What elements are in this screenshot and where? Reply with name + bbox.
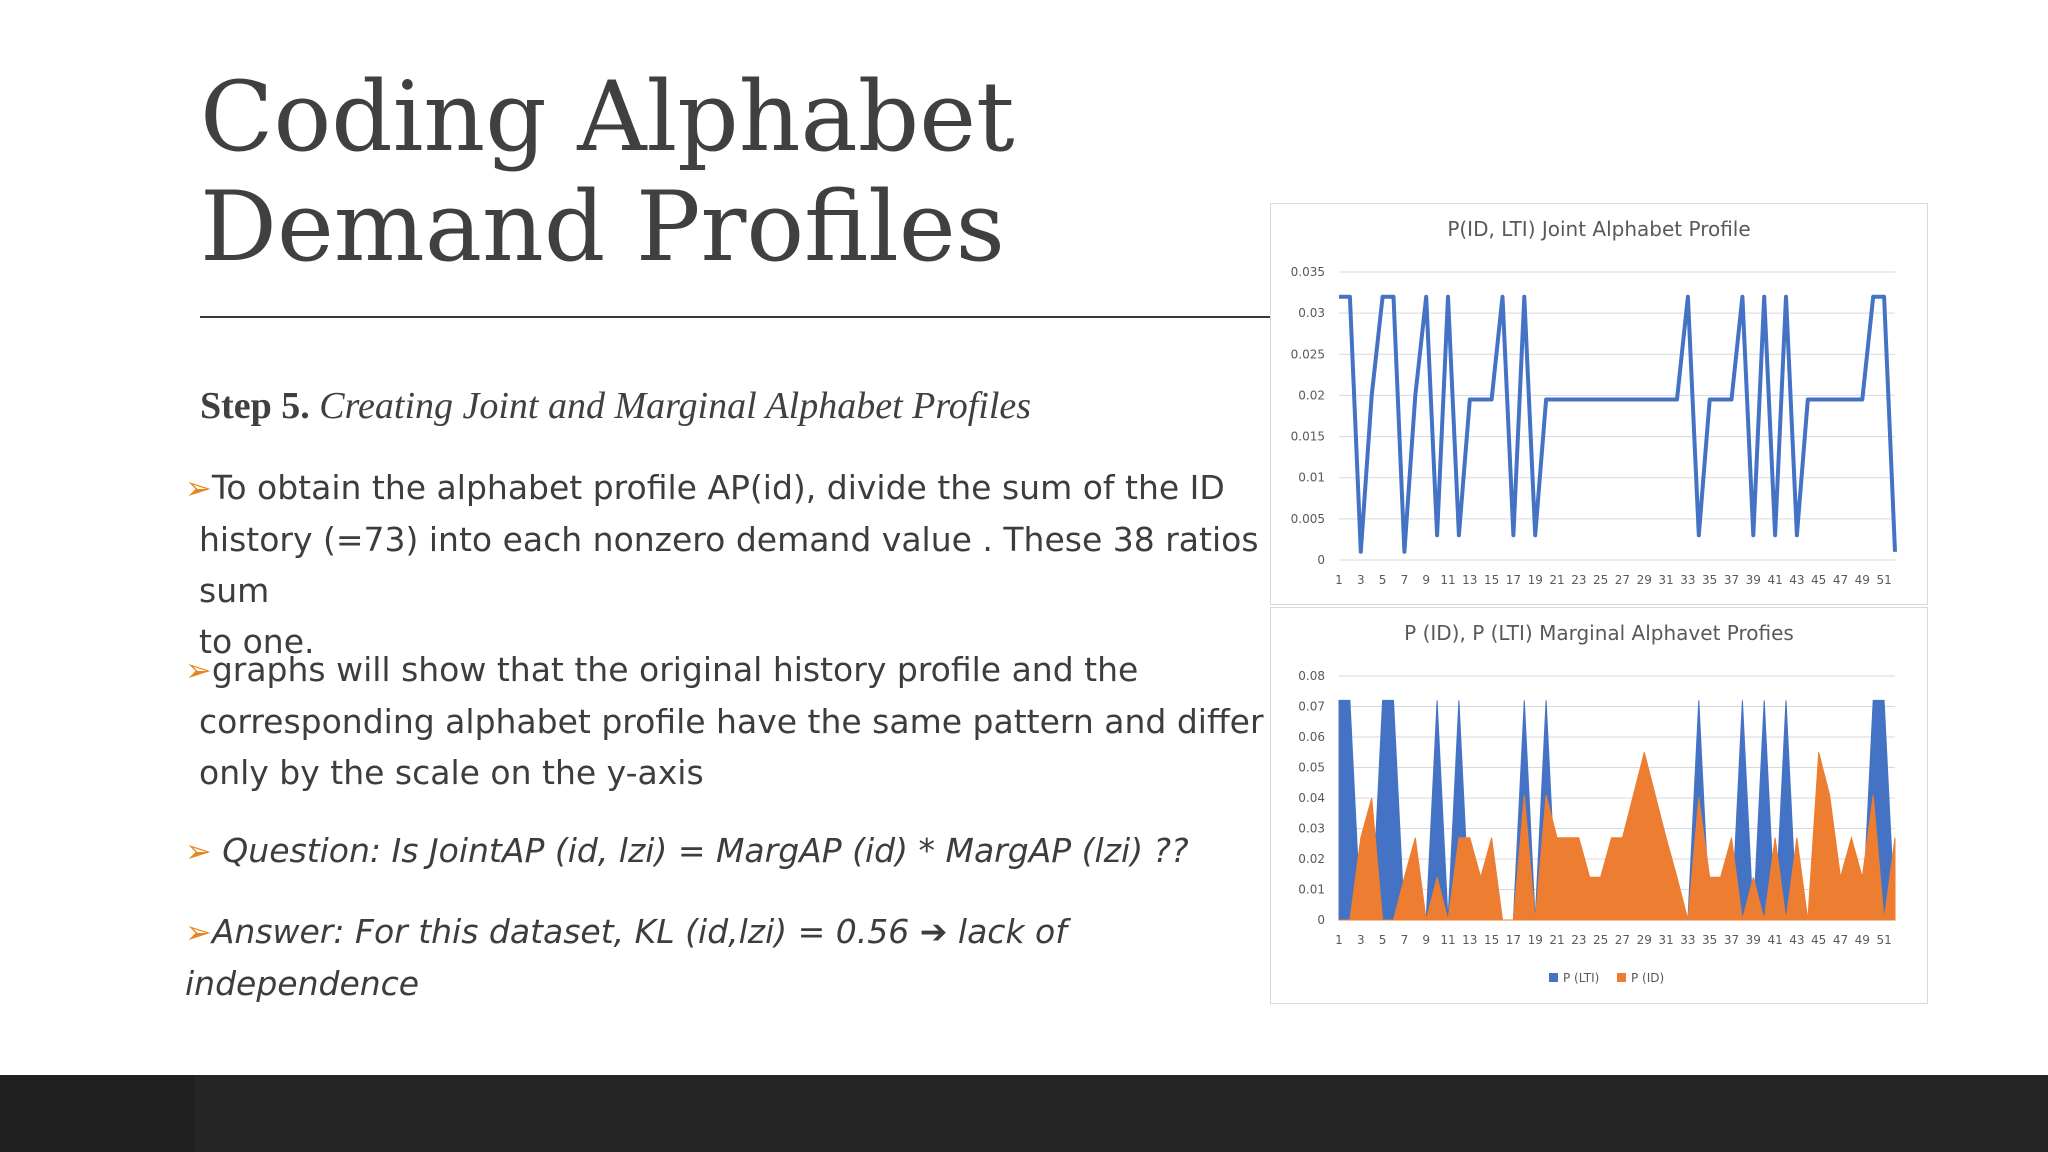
step-heading — [200, 384, 1031, 428]
y-tick-label: 0.01 — [1298, 882, 1325, 897]
x-tick-label: 5 — [1378, 573, 1387, 587]
bullet-2-line-3: only by the scale on the y-axis — [199, 753, 704, 792]
x-tick-label: 19 — [1527, 933, 1543, 947]
y-tick-label: 0 — [1317, 553, 1325, 567]
x-tick-label: 49 — [1854, 573, 1870, 587]
y-tick-label: 0.02 — [1298, 852, 1325, 866]
series-area-id — [1339, 752, 1895, 920]
x-tick-label: 45 — [1811, 933, 1827, 947]
x-tick-label: 49 — [1854, 933, 1870, 947]
y-tick-label: 0 — [1317, 913, 1325, 927]
y-tick-label: 0.07 — [1298, 699, 1325, 714]
x-tick-label: 1 — [1335, 573, 1343, 587]
x-tick-label: 23 — [1571, 933, 1587, 947]
y-tick-label: 0.05 — [1298, 760, 1325, 775]
x-tick-label: 7 — [1400, 573, 1409, 587]
x-tick-label: 31 — [1658, 573, 1674, 587]
footer-bar-left — [0, 1075, 195, 1152]
bullet-1 — [185, 462, 1265, 667]
bullet-2-line-2: corresponding alphabet profile have the same pattern and differ — [199, 702, 1264, 741]
x-tick-label: 19 — [1527, 573, 1543, 587]
x-tick-label: 13 — [1462, 573, 1478, 587]
bullet-arrow-icon: ➢ — [185, 469, 212, 507]
bullet-4 — [185, 906, 1265, 1009]
x-tick-label: 47 — [1832, 933, 1849, 947]
x-tick-label: 45 — [1811, 573, 1827, 587]
bullet-1-line-2: history (=73) into each nonzero demand value . These 38 ratios sum — [199, 520, 1259, 610]
y-tick-label: 0.025 — [1290, 347, 1325, 362]
x-tick-label: 21 — [1549, 573, 1565, 587]
y-tick-label: 0.03 — [1298, 821, 1325, 836]
marginal-profile-svg — [1271, 608, 1927, 1003]
y-tick-label: 0.03 — [1298, 306, 1325, 321]
x-tick-label: 35 — [1702, 573, 1718, 587]
x-tick-label: 9 — [1422, 573, 1431, 587]
marginal-profile-chart — [1270, 607, 1928, 1004]
x-tick-label: 51 — [1876, 573, 1892, 587]
y-tick-label: 0.06 — [1298, 730, 1325, 744]
x-tick-label: 25 — [1593, 573, 1609, 587]
series-line-joint — [1339, 297, 1895, 552]
x-tick-label: 39 — [1745, 573, 1761, 587]
legend-label: P (ID) — [1631, 971, 1665, 985]
x-tick-label: 23 — [1571, 573, 1587, 587]
legend-swatch — [1549, 973, 1558, 982]
x-tick-label: 9 — [1422, 933, 1431, 947]
y-tick-label: 0.015 — [1290, 429, 1325, 444]
legend-swatch — [1617, 973, 1626, 982]
bullet-1-line-3: to one. — [199, 622, 315, 661]
chart-title: P(ID, LTI) Joint Alphabet Profile — [1447, 217, 1751, 241]
y-tick-label: 0.02 — [1298, 388, 1325, 403]
bullet-arrow-icon: ➢ — [185, 651, 212, 689]
x-tick-label: 17 — [1505, 933, 1522, 947]
x-tick-label: 29 — [1636, 573, 1652, 587]
x-tick-label: 51 — [1876, 933, 1892, 947]
x-tick-label: 37 — [1723, 573, 1740, 587]
y-tick-label: 0.04 — [1298, 791, 1325, 805]
x-tick-label: 37 — [1723, 933, 1740, 947]
x-tick-label: 1 — [1335, 933, 1343, 947]
step-description: Creating Joint and Marginal Alphabet Profiles — [319, 385, 1032, 427]
x-tick-label: 47 — [1832, 573, 1849, 587]
x-tick-label: 33 — [1680, 573, 1696, 587]
x-tick-label: 3 — [1356, 573, 1365, 587]
x-tick-label: 25 — [1593, 933, 1609, 947]
title-line-1: Coding Alphabet — [200, 61, 1015, 173]
y-tick-label: 0.035 — [1290, 265, 1325, 279]
bullet-2-line-1: graphs will show that the original history profile and the — [211, 650, 1139, 689]
step-number: Step 5. — [200, 385, 310, 427]
slide-title — [200, 62, 1100, 282]
joint-profile-svg — [1271, 204, 1927, 604]
bullet-arrow-icon: ➢ — [185, 832, 212, 870]
x-tick-label: 5 — [1378, 933, 1387, 947]
x-tick-label: 7 — [1400, 933, 1409, 947]
joint-profile-chart — [1270, 203, 1928, 605]
x-tick-label: 11 — [1440, 573, 1456, 587]
bullet-arrow-icon: ➢ — [185, 913, 212, 951]
x-tick-label: 33 — [1680, 933, 1696, 947]
x-tick-label: 27 — [1614, 933, 1631, 947]
y-tick-label: 0.08 — [1298, 669, 1325, 683]
bullet-4-line-1: Answer: For this dataset, KL (id,lzi) = 0.56 ➔ lack of independence — [185, 912, 1067, 1003]
x-tick-label: 39 — [1745, 933, 1761, 947]
x-tick-label: 21 — [1549, 933, 1565, 947]
bullet-3-line-1: Question: Is JointAP (id, lzi) = MargAP (id) * MargAP (lzi) ?? — [211, 831, 1189, 870]
title-divider — [200, 316, 1270, 318]
bullet-3 — [185, 825, 1265, 877]
y-tick-label: 0.005 — [1290, 511, 1325, 526]
x-tick-label: 17 — [1505, 573, 1522, 587]
bullet-1-line-1: To obtain the alphabet profile AP(id), divide the sum of the ID — [211, 468, 1225, 507]
footer-bar — [0, 1075, 2048, 1152]
x-tick-label: 43 — [1789, 573, 1805, 587]
x-tick-label: 27 — [1614, 573, 1631, 587]
x-tick-label: 31 — [1658, 933, 1674, 947]
x-tick-label: 41 — [1767, 933, 1783, 947]
chart-title: P (ID), P (LTI) Marginal Alphavet Profies — [1404, 621, 1794, 645]
x-tick-label: 35 — [1702, 933, 1718, 947]
bullet-2 — [185, 644, 1265, 798]
y-tick-label: 0.01 — [1298, 470, 1325, 485]
title-line-2: Demand Profiles — [200, 171, 1005, 283]
x-tick-label: 15 — [1483, 573, 1500, 587]
x-tick-label: 29 — [1636, 933, 1652, 947]
legend-label: P (LTI) — [1563, 971, 1600, 985]
x-tick-label: 15 — [1483, 933, 1500, 947]
x-tick-label: 43 — [1789, 933, 1805, 947]
x-tick-label: 13 — [1462, 933, 1478, 947]
x-tick-label: 11 — [1440, 933, 1456, 947]
x-tick-label: 3 — [1356, 933, 1365, 947]
x-tick-label: 41 — [1767, 573, 1783, 587]
